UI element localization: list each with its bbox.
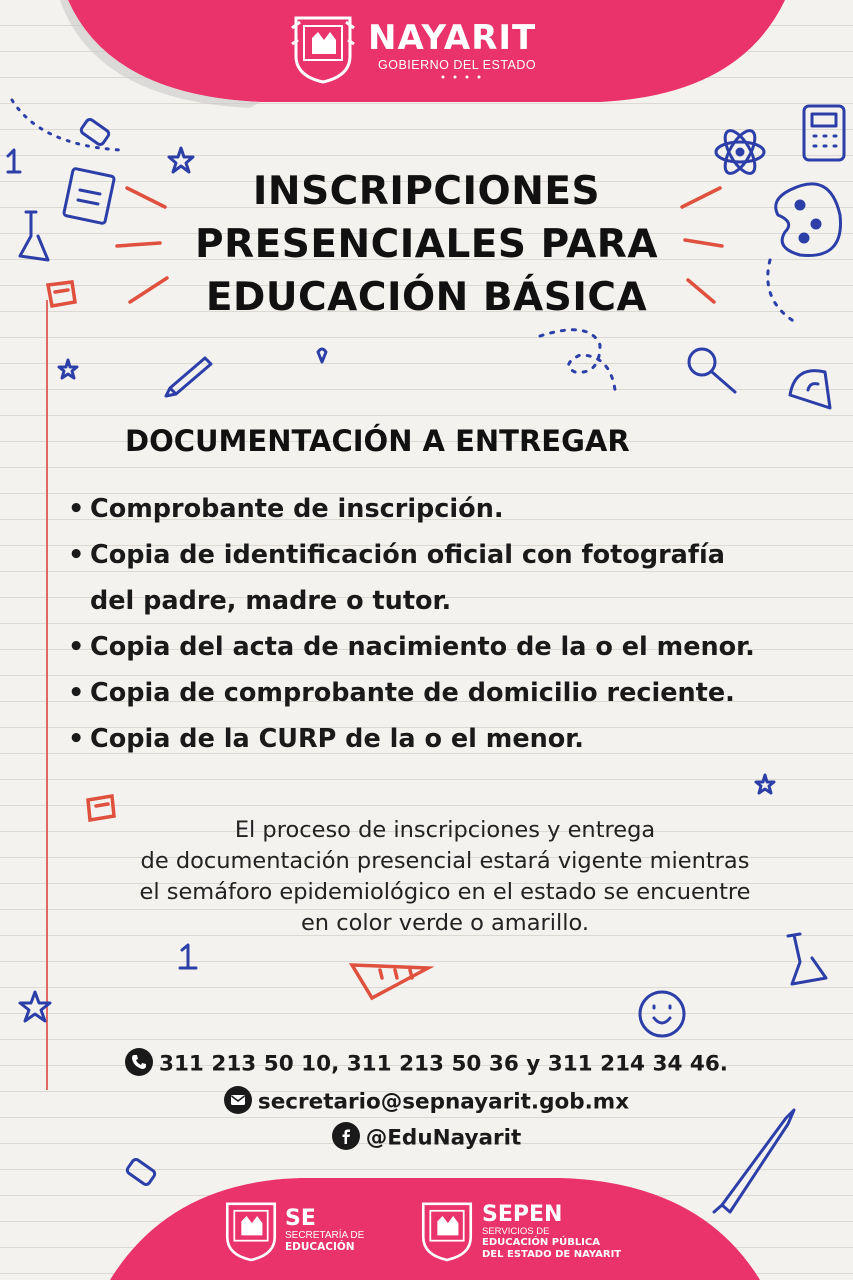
eraser-icon: [80, 118, 110, 146]
headline-line-1: INSCRIPCIONES: [252, 169, 601, 214]
contact-facebook: [0, 1124, 853, 1152]
requirements-list: [68, 486, 828, 762]
requirement-item: • Comprobante de inscripción.: [68, 494, 504, 524]
pencil-icon: [166, 358, 211, 396]
email-link[interactable]: secretario@sepnayarit.gob.mx: [257, 1089, 630, 1115]
requirement-item: • Copia de identificación oficial con fotografía: [68, 540, 725, 570]
protractor-icon: [790, 371, 830, 408]
email-icon: [224, 1086, 252, 1114]
notebook-margin-line: [46, 300, 48, 1090]
smiley-icon: [640, 992, 684, 1036]
phone-icon: [125, 1048, 153, 1076]
phones-text: 311 213 50 10, 311 213 50 36 y 311 214 34 46.: [159, 1051, 728, 1077]
documents-title: DOCUMENTACIÓN A ENTREGAR: [125, 424, 630, 458]
facebook-icon: [332, 1122, 360, 1150]
validity-note: El proceso de inscripciones y entrega de documentación presencial estará vigente mientras el semáforo epidemiológico en el estado se encuentre en color verde o amarillo.: [139, 817, 751, 936]
brand-name: NAYARIT: [368, 18, 537, 58]
headline-line-2: PRESENCIALES PARA: [195, 222, 658, 267]
flask-icon-right: [788, 934, 826, 984]
main-headline: [0, 165, 853, 324]
requirement-item: • Copia de comprobante de domicilio reciente.: [68, 678, 735, 708]
nayarit-crest-logo: [290, 14, 356, 84]
contact-phones: [0, 1050, 853, 1078]
calculator-icon: [804, 106, 844, 160]
brand-subtitle: GOBIERNO DEL ESTADO: [378, 58, 537, 72]
requirement-item: • Copia de la CURP de la o el menor.: [68, 724, 584, 754]
requirement-item: • Copia del acta de nacimiento de la o el menor.: [68, 632, 755, 662]
subtitle-dots: [440, 74, 490, 80]
sepen-crest-logo: [418, 1198, 476, 1264]
sepen-logo-text: SEPEN SERVICIOS DE EDUCACIÓN PÚBLICA DEL ESTADO DE NAYARIT: [482, 1202, 622, 1260]
contact-email: [0, 1088, 853, 1116]
magnifier-icon: [689, 349, 735, 392]
headline-line-3: EDUCACIÓN BÁSICA: [205, 275, 648, 320]
facebook-handle-link[interactable]: @EduNayarit: [365, 1125, 522, 1151]
ruler-triangle-icon: [352, 965, 428, 998]
se-crest-logo: [222, 1198, 280, 1264]
requirement-item-continuation: del padre, madre o tutor.: [90, 586, 452, 616]
se-logo-text: SE SECRETARÍA DE EDUCACIÓN: [285, 1206, 365, 1253]
